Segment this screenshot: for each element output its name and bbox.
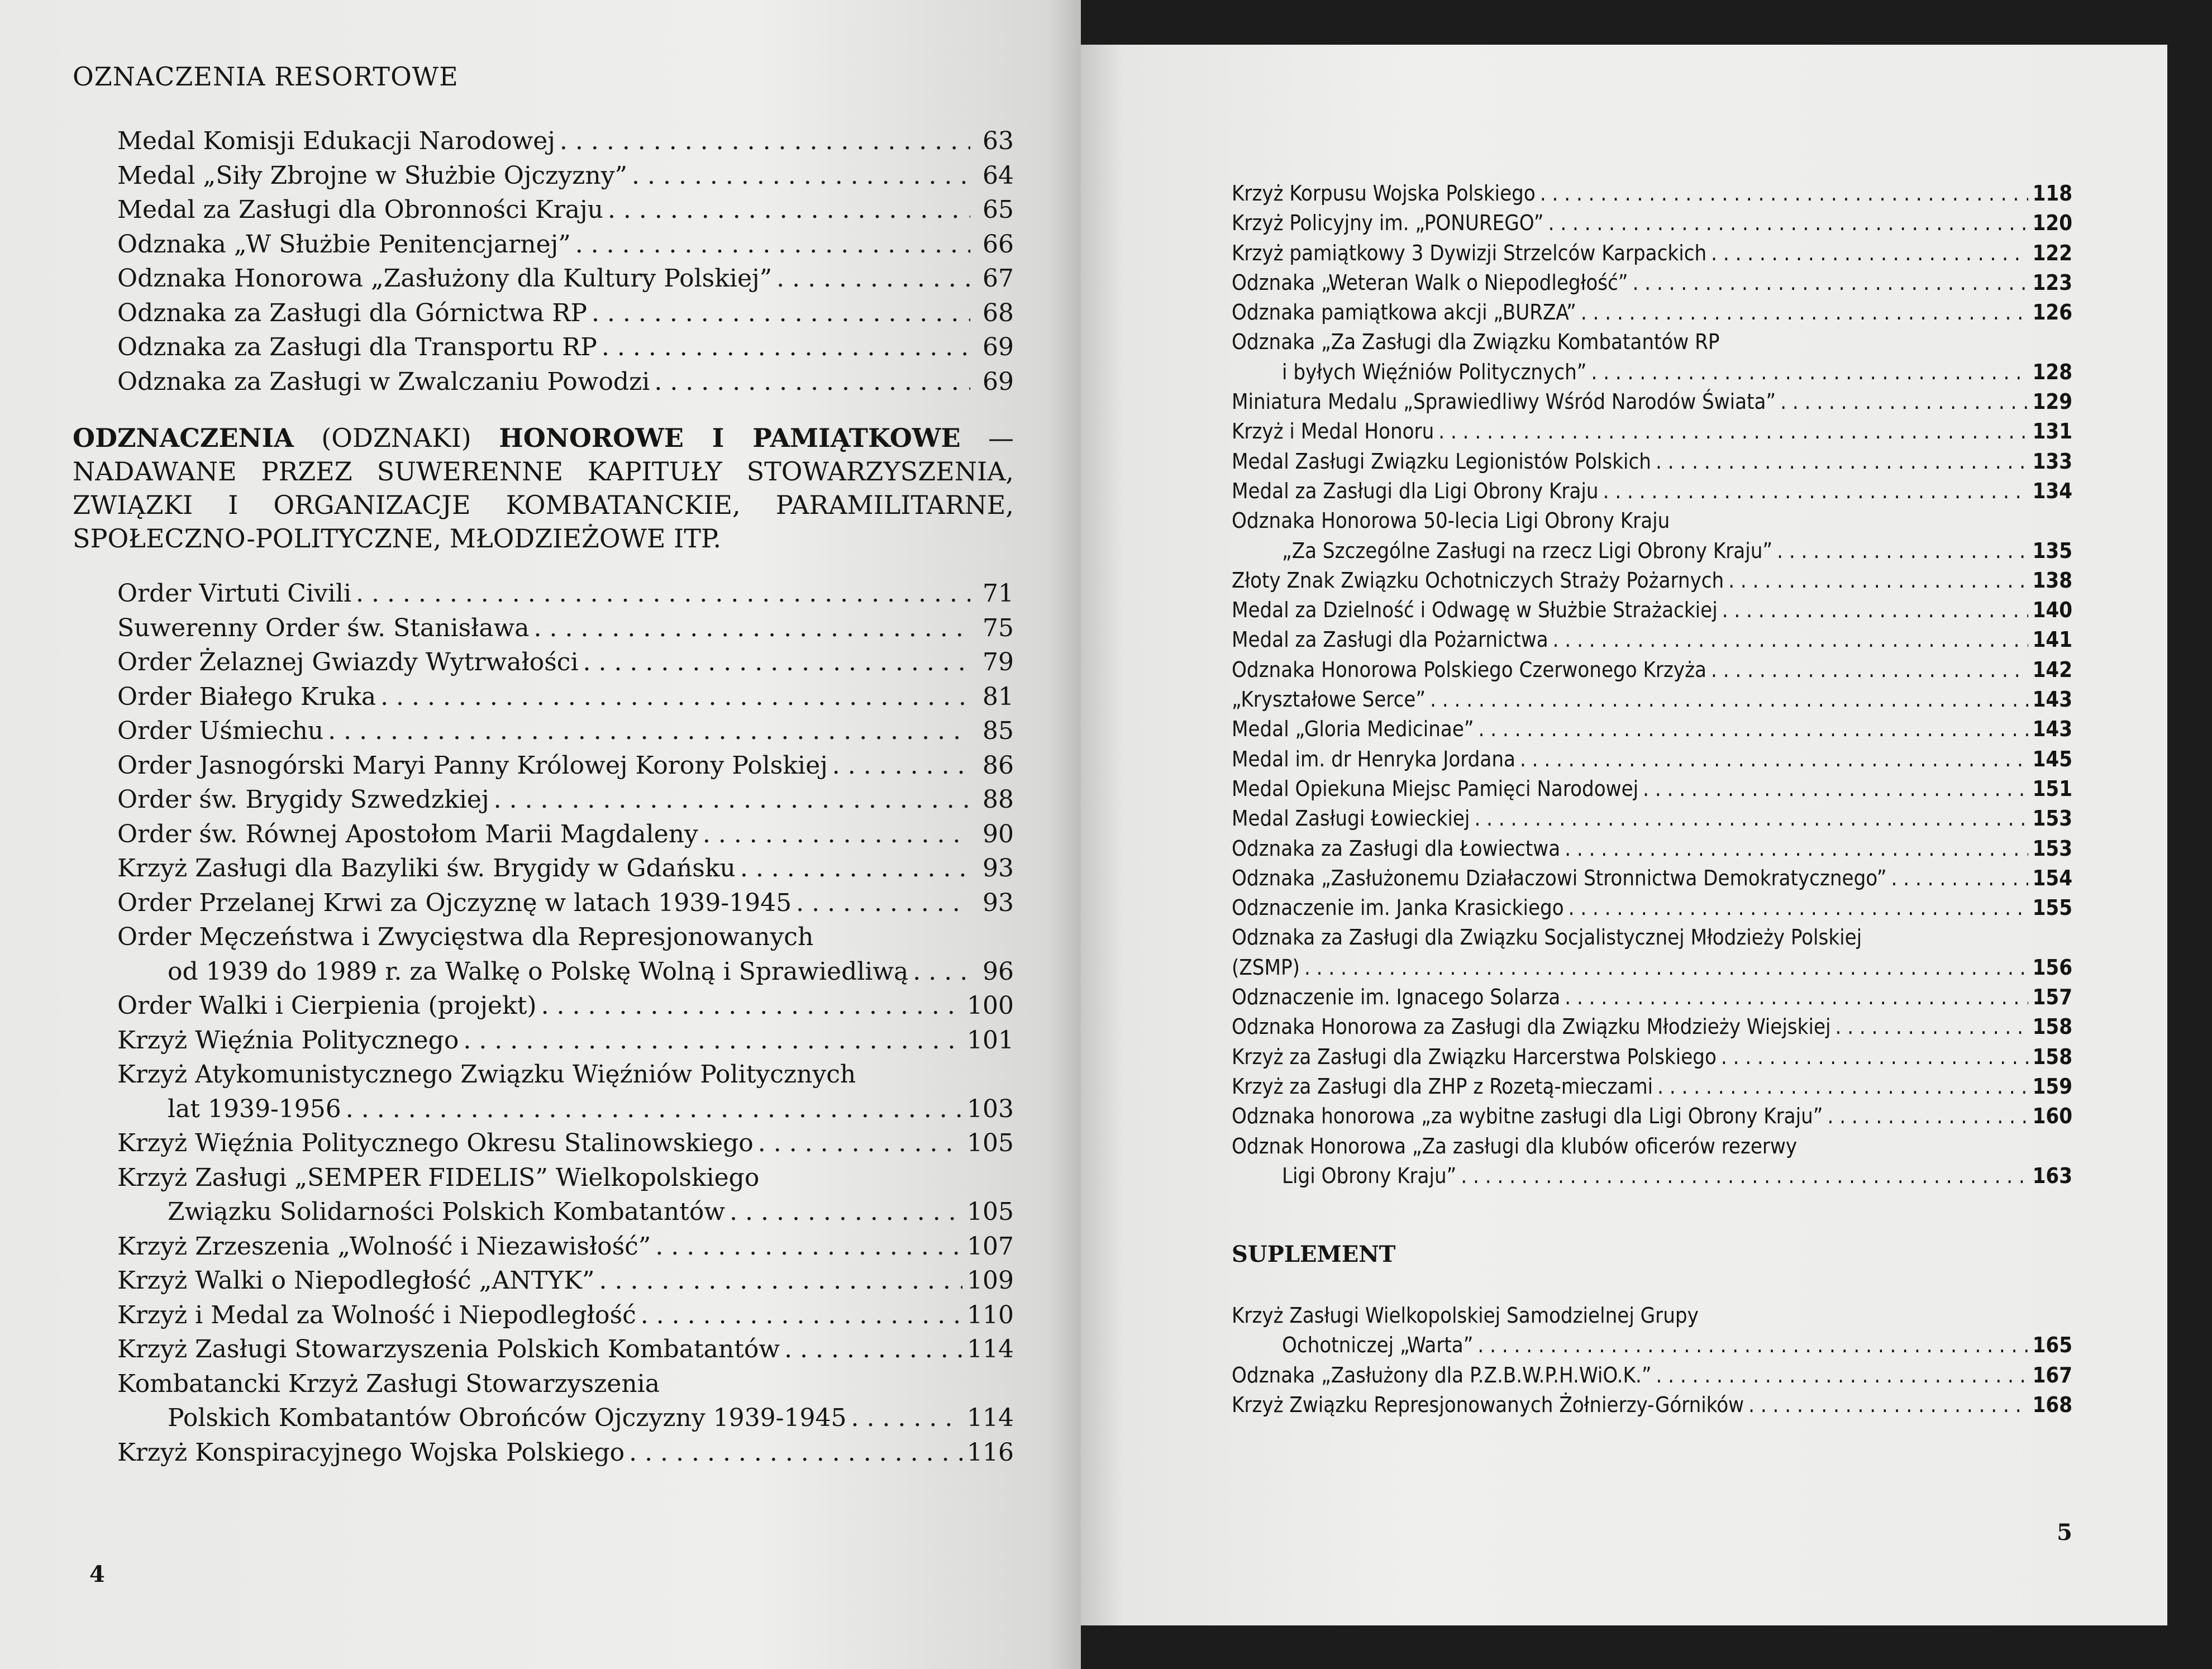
dot-leader bbox=[654, 365, 970, 399]
toc-entry bbox=[73, 611, 1014, 646]
toc-entry bbox=[1232, 1331, 2072, 1360]
toc-entry-page: 129 bbox=[2032, 389, 2072, 414]
toc-entry-title: Odznaka za Zasługi dla Związku Socjalistycznej Młodzieży Polskiej bbox=[1232, 925, 1862, 950]
toc-entry bbox=[73, 1367, 1014, 1401]
toc-entry-title: Ochotniczej „Warta” bbox=[1282, 1333, 1474, 1358]
section-heading-part2: (ODZNAKI) bbox=[321, 423, 471, 453]
toc-entry-page: 138 bbox=[2032, 568, 2072, 593]
toc-entry-title: Medal „Siły Zbrojne w Służbie Ojczyzny” bbox=[117, 161, 628, 190]
toc-entry-title: Order Męczeństwa i Zwycięstwa dla Represjonowanych bbox=[117, 923, 814, 951]
toc-entry-title: Krzyż Więźnia Politycznego Okresu Stalinowskiego bbox=[117, 1129, 754, 1157]
dot-leader bbox=[356, 576, 970, 611]
toc-entry bbox=[1232, 1042, 2072, 1072]
toc-entry bbox=[1232, 536, 2072, 566]
toc-entry-page: 93 bbox=[983, 854, 1014, 883]
toc-entry-page: 160 bbox=[2032, 1104, 2072, 1129]
toc-entry-title: Krzyż Korpusu Wojska Polskiego bbox=[1232, 181, 1536, 206]
dot-leader bbox=[730, 1195, 962, 1229]
toc-entry bbox=[1232, 745, 2072, 774]
suplement-heading: SUPLEMENT bbox=[1232, 1241, 1396, 1268]
section-heading-part3: HONOROWE I PAMIĄTKOWE bbox=[499, 423, 961, 453]
dot-leader bbox=[494, 783, 970, 817]
toc-entry bbox=[73, 1023, 1014, 1058]
toc-entry-title: Order Jasnogórski Maryi Panny Królowej Korony Polskiej bbox=[117, 751, 828, 780]
toc-entry-page: 65 bbox=[983, 195, 1014, 224]
toc-entry-page: 122 bbox=[2032, 240, 2072, 265]
dot-leader bbox=[1836, 1012, 2028, 1042]
toc-entry-page: 114 bbox=[967, 1404, 1014, 1432]
toc-entry bbox=[73, 193, 1014, 227]
toc-entry-title: Medal im. dr Henryka Jordana bbox=[1232, 746, 1515, 771]
toc-entry-title: Medal Zasługi Związku Legionistów Polskich bbox=[1232, 449, 1651, 474]
toc-entry-page: 123 bbox=[2032, 270, 2072, 295]
toc-entry bbox=[73, 1195, 1014, 1229]
toc-entry-title: „Kryształowe Serce” bbox=[1232, 687, 1426, 712]
toc-entry bbox=[73, 1126, 1014, 1161]
left-page bbox=[0, 0, 1081, 1669]
toc-entry-page: 67 bbox=[983, 264, 1014, 293]
toc-entry-title: Odznaka Honorowa za Zasługi dla Związku Młodzieży Wiejskiej bbox=[1232, 1014, 1831, 1039]
toc-entry-title: Order Białego Kruka bbox=[117, 682, 376, 711]
toc-entry-page: 145 bbox=[2032, 746, 2072, 771]
toc-entry bbox=[73, 645, 1014, 680]
toc-entry bbox=[73, 261, 1014, 296]
toc-entry-page: 118 bbox=[2032, 181, 2072, 206]
toc-entry-page: 69 bbox=[983, 333, 1014, 361]
dot-leader bbox=[913, 955, 970, 989]
toc-entry-title: Odznaka Honorowa 50-lecia Ligi Obrony Kraju bbox=[1232, 508, 1670, 533]
toc-list-top bbox=[73, 124, 1014, 399]
toc-entry-page: 155 bbox=[2032, 895, 2072, 921]
dot-leader bbox=[1828, 1101, 2028, 1131]
dot-leader bbox=[534, 611, 970, 646]
toc-entry bbox=[73, 1298, 1014, 1333]
toc-entry-page: 142 bbox=[2032, 657, 2072, 682]
dot-leader bbox=[1633, 268, 2028, 298]
toc-entry-page: 133 bbox=[2032, 449, 2072, 474]
dot-leader bbox=[758, 1126, 962, 1161]
toc-entry-title: Krzyż Policyjny im. „PONUREGO” bbox=[1232, 211, 1544, 236]
toc-list bbox=[73, 576, 1014, 1470]
dot-leader bbox=[632, 159, 970, 193]
dot-leader bbox=[1748, 1390, 2028, 1420]
dot-leader bbox=[1569, 893, 2028, 923]
toc-entry-title: Suwerenny Order św. Stanisława bbox=[117, 613, 530, 642]
toc-entry-page: 159 bbox=[2032, 1074, 2072, 1099]
toc-entry-title: Odznaka „Zasłużony dla P.Z.B.W.P.H.WiO.K.” bbox=[1232, 1362, 1652, 1387]
toc-entry-page: 85 bbox=[983, 717, 1014, 745]
toc-entry-title: Odznaka za Zasługi dla Łowiectwa bbox=[1232, 836, 1561, 861]
toc-entry-page: 153 bbox=[2032, 806, 2072, 831]
toc-entry-page: 134 bbox=[2032, 478, 2072, 503]
toc-entry-title: Odznaka pamiątkowa akcji „BURZA” bbox=[1232, 300, 1576, 325]
toc-entry-title: Krzyż Walki o Niepodległość „ANTYK” bbox=[117, 1266, 595, 1295]
page-number: 5 bbox=[2057, 1519, 2072, 1546]
toc-entry-title: Medal Komisji Edukacji Narodowej bbox=[117, 127, 555, 155]
toc-list bbox=[1232, 179, 2072, 1191]
toc-entry bbox=[73, 714, 1014, 748]
toc-entry-page: 75 bbox=[983, 613, 1014, 642]
dot-leader bbox=[1780, 387, 2028, 417]
toc-entry bbox=[73, 1401, 1014, 1436]
toc-entry bbox=[73, 1436, 1014, 1470]
toc-entry bbox=[1232, 1161, 2072, 1191]
section-heading bbox=[73, 421, 1014, 555]
toc-entry-title: Odznaczenie im. Ignacego Solarza bbox=[1232, 985, 1561, 1010]
toc-entry-page: 167 bbox=[2032, 1362, 2072, 1387]
toc-entry bbox=[1232, 714, 2072, 744]
toc-entry-title: Order Przelanej Krwi za Ojczyznę w latach 1939-1945 bbox=[117, 888, 792, 917]
toc-entry bbox=[1232, 1072, 2072, 1101]
toc-entry-title: Krzyż i Medal za Wolność i Niepodległość bbox=[117, 1300, 636, 1329]
toc-entry bbox=[73, 680, 1014, 714]
dot-leader bbox=[1656, 1361, 2028, 1390]
dot-leader bbox=[541, 989, 962, 1023]
toc-entry bbox=[1232, 834, 2072, 864]
toc-entry-title: Medal „Gloria Medicinae” bbox=[1232, 717, 1474, 742]
toc-entry-page: 131 bbox=[2032, 419, 2072, 444]
toc-entry-title: Związku Solidarności Polskich Kombatantów bbox=[168, 1198, 726, 1226]
toc-entry-title: Odznak Honorowa „Za zasługi dla klubów oficerów rezerwy bbox=[1232, 1133, 1798, 1158]
dot-leader bbox=[832, 748, 970, 783]
dot-leader bbox=[1565, 834, 2028, 864]
toc-entry-page: 100 bbox=[967, 991, 1014, 1020]
toc-entry-title: Odznaka Honorowa Polskiego Czerwonego Krzyża bbox=[1232, 657, 1706, 682]
dot-leader bbox=[463, 1023, 962, 1058]
toc-entry-page: 103 bbox=[967, 1094, 1014, 1123]
toc-entry bbox=[1232, 1012, 2072, 1042]
toc-entry bbox=[73, 1161, 1014, 1195]
toc-entry bbox=[73, 296, 1014, 331]
dot-leader bbox=[1438, 417, 2028, 446]
dot-leader bbox=[380, 680, 970, 714]
toc-entry bbox=[1232, 923, 2072, 952]
dot-leader bbox=[599, 1263, 962, 1298]
toc-entry-title: Order Żelaznej Gwiazdy Wytrwałości bbox=[117, 648, 579, 676]
dot-leader bbox=[608, 193, 970, 227]
toc-entry-page: 165 bbox=[2032, 1333, 2072, 1358]
toc-entry-title: Krzyż i Medal Honoru bbox=[1232, 419, 1434, 444]
toc-entry-title: i byłych Więźniów Politycznych” bbox=[1282, 359, 1587, 384]
dot-leader bbox=[583, 645, 970, 680]
toc-entry bbox=[1232, 1390, 2072, 1420]
toc-entry bbox=[1232, 566, 2072, 595]
toc-entry-title: Krzyż za Zasługi dla Związku Harcerstwa Polskiego bbox=[1232, 1044, 1717, 1069]
toc-entry-page: 105 bbox=[967, 1198, 1014, 1226]
toc-entry-title: Medal za Zasługi dla Obronności Kraju bbox=[117, 195, 603, 224]
toc-entry-page: 126 bbox=[2032, 300, 2072, 325]
toc-entry bbox=[1232, 595, 2072, 625]
toc-entry-title: Krzyż za Zasługi dla ZHP z Rozetą-mieczami bbox=[1232, 1074, 1653, 1099]
toc-entry-page: 109 bbox=[967, 1266, 1014, 1295]
toc-entry-page: 81 bbox=[983, 682, 1014, 711]
toc-entry bbox=[1232, 506, 2072, 536]
dot-leader bbox=[776, 261, 970, 296]
toc-entry-page: 63 bbox=[983, 127, 1014, 155]
dot-leader bbox=[1581, 298, 2028, 327]
toc-entry bbox=[1232, 387, 2072, 417]
dot-leader bbox=[1474, 804, 2028, 833]
dot-leader bbox=[1477, 1331, 2028, 1360]
dot-leader bbox=[1520, 745, 2028, 774]
toc-entry-title: Krzyż Zasługi Wielkopolskiej Samodzielnej Grupy bbox=[1232, 1303, 1699, 1328]
dot-leader bbox=[851, 1401, 963, 1436]
dot-leader bbox=[1711, 239, 2028, 268]
toc-entry bbox=[73, 817, 1014, 852]
dot-leader bbox=[1643, 774, 2028, 804]
toc-entry-title: Odznaka za Zasługi w Zwalczaniu Powodzi bbox=[117, 367, 650, 396]
running-head: OZNACZENIA RESORTOWE bbox=[73, 61, 459, 92]
toc-entry-title: Krzyż pamiątkowy 3 Dywizji Strzelców Karpackich bbox=[1232, 240, 1707, 265]
toc-entry bbox=[1232, 1361, 2072, 1390]
toc-entry-title: Order św. Równej Apostołom Marii Magdaleny bbox=[117, 819, 698, 848]
dot-leader bbox=[1721, 1042, 2028, 1072]
dot-leader bbox=[592, 296, 970, 331]
toc-entry bbox=[1232, 327, 2072, 357]
toc-entry bbox=[73, 955, 1014, 989]
dot-leader bbox=[796, 886, 970, 921]
toc-entry bbox=[1232, 417, 2072, 446]
dot-leader bbox=[328, 714, 970, 748]
toc-entry-page: 168 bbox=[2032, 1392, 2072, 1417]
toc-entry-page: 135 bbox=[2032, 538, 2072, 563]
toc-entry-page: 105 bbox=[967, 1129, 1014, 1157]
toc-entry-page: 114 bbox=[967, 1335, 1014, 1363]
toc-entry bbox=[73, 227, 1014, 262]
toc-entry bbox=[73, 159, 1014, 193]
toc-entry bbox=[73, 886, 1014, 921]
dot-leader bbox=[1891, 864, 2028, 893]
toc-entry bbox=[1232, 685, 2072, 714]
toc-entry bbox=[73, 124, 1014, 159]
toc-entry bbox=[1232, 268, 2072, 298]
toc-entry bbox=[73, 1332, 1014, 1367]
toc-entry bbox=[73, 783, 1014, 817]
dot-leader bbox=[575, 227, 970, 262]
toc-entry-page: 140 bbox=[2032, 598, 2072, 623]
toc-entry-page: 153 bbox=[2032, 836, 2072, 861]
toc-entry bbox=[1232, 893, 2072, 923]
toc-entry-title: Order Virtuti Civili bbox=[117, 579, 352, 608]
toc-entry-page: 141 bbox=[2032, 627, 2072, 652]
dot-leader bbox=[1461, 1161, 2028, 1191]
dot-leader bbox=[1540, 179, 2028, 208]
toc-entry bbox=[73, 989, 1014, 1023]
toc-entry bbox=[1232, 655, 2072, 685]
toc-entry-title: Ligi Obrony Kraju” bbox=[1282, 1163, 1457, 1188]
toc-entry-page: 101 bbox=[967, 1026, 1014, 1055]
toc-entry-page: 128 bbox=[2032, 359, 2072, 384]
toc-entry-page: 158 bbox=[2032, 1014, 2072, 1039]
toc-entry-title: Odznaka „Weteran Walk o Niepodległość” bbox=[1232, 270, 1628, 295]
dot-leader bbox=[602, 330, 970, 365]
toc-entry bbox=[73, 748, 1014, 783]
toc-entry-page: 90 bbox=[983, 819, 1014, 848]
toc-entry bbox=[1232, 1132, 2072, 1161]
toc-entry-title: Krzyż Związku Represjonowanych Żołnierzy-Górników bbox=[1232, 1392, 1744, 1417]
toc-entry bbox=[1232, 1101, 2072, 1131]
toc-entry-title: Odznaka za Zasługi dla Transportu RP bbox=[117, 333, 597, 361]
dot-leader bbox=[740, 851, 970, 886]
dot-leader bbox=[1591, 357, 2028, 387]
toc-entry-title: lat 1939-1956 bbox=[168, 1094, 341, 1123]
toc-entry bbox=[73, 1092, 1014, 1127]
toc-entry bbox=[1232, 298, 2072, 327]
toc-entry-page: 116 bbox=[967, 1438, 1014, 1467]
toc-entry-title: Odznaczenie im. Janka Krasickiego bbox=[1232, 895, 1564, 921]
toc-entry-page: 110 bbox=[967, 1300, 1014, 1329]
dot-leader bbox=[1479, 714, 2028, 744]
toc-entry bbox=[1232, 983, 2072, 1012]
toc-entry bbox=[1232, 864, 2072, 893]
toc-entry-title: Odznaka honorowa „za wybitne zasługi dla Ligi Obrony Kraju” bbox=[1232, 1104, 1823, 1129]
toc-entry-title: Medal Zasługi Łowieckiej bbox=[1232, 806, 1470, 831]
toc-entry-page: 157 bbox=[2032, 985, 2072, 1010]
toc-entry-title: Odznaka Honorowa „Zasłużony dla Kultury Polskiej” bbox=[117, 264, 773, 293]
toc-entry bbox=[1232, 357, 2072, 387]
toc-entry bbox=[1232, 625, 2072, 655]
toc-entry-title: Medal za Zasługi dla Ligi Obrony Kraju bbox=[1232, 478, 1599, 503]
toc-entry-title: Krzyż Konspiracyjnego Wojska Polskiego bbox=[117, 1438, 625, 1467]
toc-entry bbox=[73, 1229, 1014, 1264]
dot-leader bbox=[1430, 685, 2028, 714]
toc-entry-title: (ZSMP) bbox=[1232, 955, 1300, 980]
toc-entry bbox=[1232, 476, 2072, 506]
toc-entry-page: 88 bbox=[983, 785, 1014, 814]
toc-entry bbox=[73, 1263, 1014, 1298]
section-heading-part1: ODZNACZENIA bbox=[73, 423, 294, 453]
toc-entry-title: Krzyż Zrzeszenia „Wolność i Niezawisłość” bbox=[117, 1232, 651, 1261]
toc-entry-title: Odznaka „Zasłużonemu Działaczowi Stronnictwa Demokratycznego” bbox=[1232, 865, 1887, 890]
toc-entry-page: 120 bbox=[2032, 211, 2072, 236]
toc-entry-title: Medal za Dzielność i Odwagę w Służbie Strażackiej bbox=[1232, 598, 1718, 623]
dot-leader bbox=[1722, 595, 2028, 625]
toc-entry-page: 163 bbox=[2032, 1163, 2072, 1188]
toc-entry-title: Złoty Znak Związku Ochotniczych Straży Pożarnych bbox=[1232, 568, 1724, 593]
dot-leader bbox=[1657, 1072, 2028, 1101]
toc-entry-title: „Za Szczególne Zasługi na rzecz Ligi Obrony Kraju” bbox=[1282, 538, 1773, 563]
dot-leader bbox=[703, 817, 970, 852]
dot-leader bbox=[1565, 983, 2028, 1012]
toc-entry bbox=[1232, 953, 2072, 983]
toc-entry-page: 71 bbox=[983, 579, 1014, 608]
toc-entry bbox=[1232, 804, 2072, 833]
dot-leader bbox=[1304, 953, 2028, 983]
toc-entry bbox=[1232, 774, 2072, 804]
toc-entry bbox=[73, 1057, 1014, 1092]
toc-entry-page: 79 bbox=[983, 648, 1014, 676]
toc-entry-page: 96 bbox=[983, 957, 1014, 986]
toc-entry-page: 64 bbox=[983, 161, 1014, 190]
section-heading-part4: — NADAWANE PRZEZ SUWERENNE KAPITUŁY STOWARZYSZENIA, ZWIĄZKI I ORGANIZACJE KOMBATANCKIE, PARAMILITARNE, SPOŁECZNO-POLITYCZNE, MŁODZIEŻOWE ITP. bbox=[73, 423, 1014, 554]
toc-entry-page: 66 bbox=[983, 230, 1014, 259]
toc-entry-title: Order Walki i Cierpienia (projekt) bbox=[117, 991, 537, 1020]
toc-entry-page: 68 bbox=[983, 298, 1014, 327]
toc-entry-title: Krzyż Atykomunistycznego Związku Więźniów Politycznych bbox=[117, 1060, 856, 1089]
toc-entry bbox=[1232, 179, 2072, 208]
dot-leader bbox=[560, 124, 970, 159]
toc-entry-title: Miniatura Medalu „Sprawiedliwy Wśród Narodów Świata” bbox=[1232, 389, 1776, 414]
toc-entry-title: Kombatancki Krzyż Zasługi Stowarzyszenia bbox=[117, 1369, 660, 1398]
toc-entry-page: 86 bbox=[983, 751, 1014, 780]
dot-leader bbox=[1656, 447, 2028, 476]
right-page bbox=[1081, 45, 2167, 1625]
toc-entry-title: Krzyż Więźnia Politycznego bbox=[117, 1026, 459, 1055]
toc-entry-title: Order Uśmiechu bbox=[117, 717, 324, 745]
toc-entry-title: Medal za Zasługi dla Pożarnictwa bbox=[1232, 627, 1548, 652]
dot-leader bbox=[1711, 655, 2028, 685]
toc-entry-title: od 1939 do 1989 r. za Walkę o Polskę Wolną i Sprawiedliwą bbox=[168, 957, 909, 986]
toc-entry-page: 154 bbox=[2032, 865, 2072, 890]
suplement-list bbox=[1232, 1301, 2072, 1420]
toc-entry-page: 69 bbox=[983, 367, 1014, 396]
toc-entry-title: Krzyż Zasługi Stowarzyszenia Polskich Kombatantów bbox=[117, 1335, 780, 1363]
toc-entry-page: 143 bbox=[2032, 687, 2072, 712]
toc-entry-page: 151 bbox=[2032, 776, 2072, 801]
toc-entry-title: Polskich Kombatantów Obrońców Ojczyzny 1939-1945 bbox=[168, 1404, 847, 1432]
toc-entry-page: 158 bbox=[2032, 1044, 2072, 1069]
toc-entry-title: Krzyż Zasługi „SEMPER FIDELIS” Wielkopolskiego bbox=[117, 1163, 760, 1192]
dot-leader bbox=[629, 1436, 962, 1470]
toc-entry bbox=[73, 330, 1014, 365]
toc-entry-title: Odznaka „W Służbie Penitencjarnej” bbox=[117, 230, 571, 259]
toc-entry-title: Medal Opiekuna Miejsc Pamięci Narodowej bbox=[1232, 776, 1639, 801]
toc-entry-page: 156 bbox=[2032, 955, 2072, 980]
toc-entry-title: Krzyż Zasługi dla Bazyliki św. Brygidy w Gdańsku bbox=[117, 854, 736, 883]
toc-entry bbox=[1232, 208, 2072, 238]
toc-entry bbox=[1232, 447, 2072, 476]
dot-leader bbox=[346, 1092, 962, 1127]
toc-entry-title: Order św. Brygidy Szwedzkiej bbox=[117, 785, 489, 814]
page-number: 4 bbox=[89, 1561, 105, 1587]
toc-entry-page: 143 bbox=[2032, 717, 2072, 742]
dot-leader bbox=[1728, 566, 2028, 595]
toc-entry bbox=[73, 365, 1014, 399]
dot-leader bbox=[1603, 476, 2028, 506]
toc-entry-title: Odznaka za Zasługi dla Górnictwa RP bbox=[117, 298, 587, 327]
toc-entry bbox=[1232, 1301, 2072, 1331]
toc-entry-title: Odznaka „Za Zasługi dla Związku Kombatantów RP bbox=[1232, 330, 1720, 355]
dot-leader bbox=[641, 1298, 962, 1333]
toc-entry-page: 107 bbox=[967, 1232, 1014, 1261]
toc-entry bbox=[73, 576, 1014, 611]
toc-entry bbox=[73, 851, 1014, 886]
toc-entry-page: 93 bbox=[983, 888, 1014, 917]
dot-leader bbox=[1553, 625, 2028, 655]
dot-leader bbox=[784, 1332, 962, 1367]
toc-entry bbox=[1232, 239, 2072, 268]
dot-leader bbox=[1777, 536, 2028, 566]
dot-leader bbox=[1548, 208, 2028, 238]
dot-leader bbox=[655, 1229, 962, 1264]
toc-entry bbox=[73, 920, 1014, 955]
